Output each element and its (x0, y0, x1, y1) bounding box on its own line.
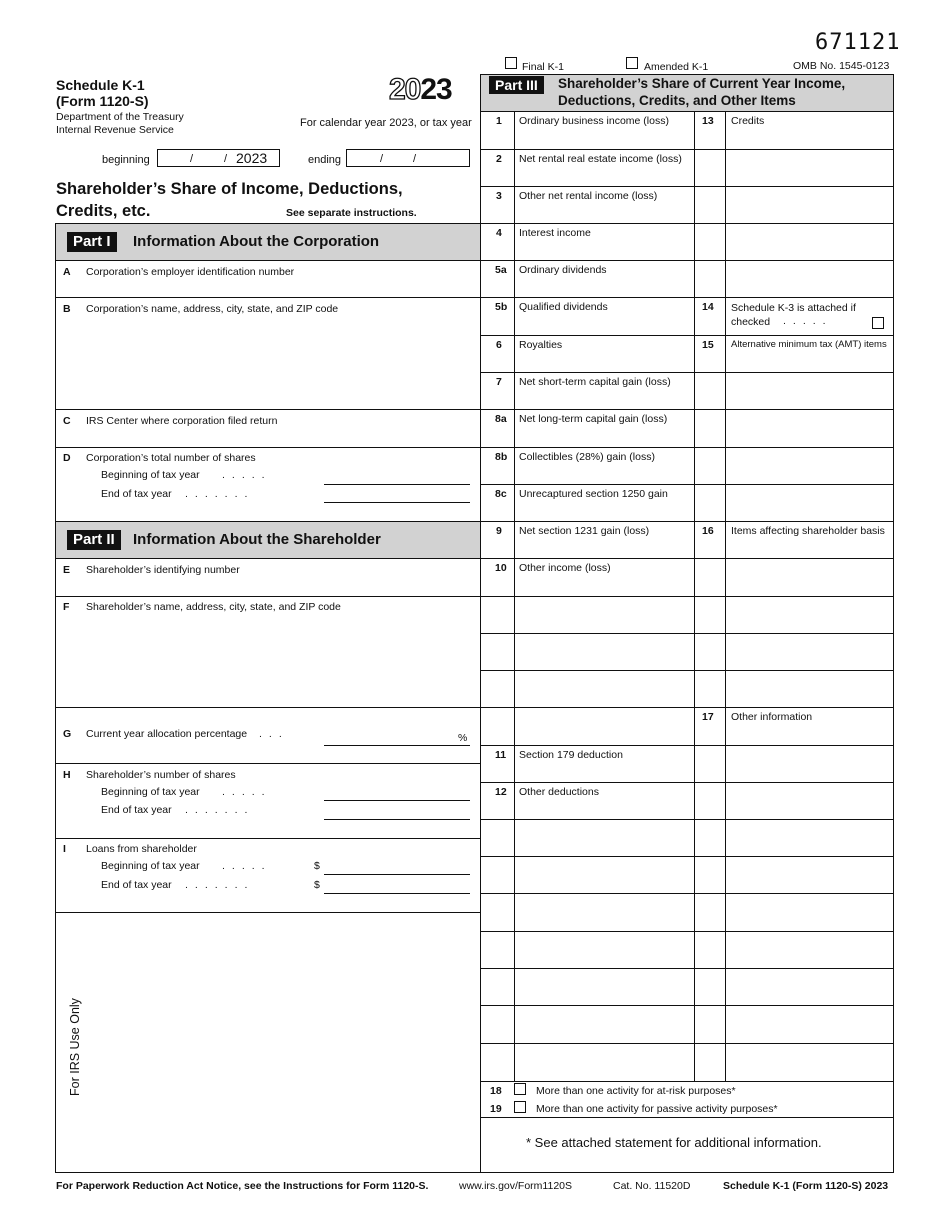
line-18-label: More than one activity for at-risk purposes* (536, 1085, 736, 1097)
line-2-number: 2 (496, 153, 502, 165)
part3-title-line1: Shareholder’s Share of Current Year Income, (558, 76, 846, 91)
part3-tag: Part III (489, 76, 544, 94)
line-7-label: Net short-term capital gain (loss) (519, 376, 671, 388)
line-A-bottom (55, 297, 480, 298)
line-I-begin-dollar: $ (314, 860, 320, 872)
line-19-label: More than one activity for passive activity purposes* (536, 1103, 778, 1115)
footer-cat: Cat. No. 11520D (613, 1180, 691, 1192)
line-9-label: Net section 1231 gain (loss) (519, 525, 650, 537)
line-F-letter: F (63, 601, 70, 613)
line-15-label: Alternative minimum tax (AMT) items (731, 339, 887, 350)
line-6-number: 6 (496, 339, 502, 351)
part3-row-line (480, 819, 894, 820)
line-D-label: Corporation’s total number of shares (86, 452, 256, 464)
bottom-border (55, 1172, 894, 1173)
tax-year-solid: 23 (420, 73, 452, 106)
line-D-begin-field[interactable] (324, 484, 470, 485)
line-5b-label: Qualified dividends (519, 301, 608, 313)
main-title-line2: Credits, etc. (56, 202, 151, 220)
part3-header-bottom (480, 111, 894, 112)
line-4-label: Interest income (519, 227, 591, 239)
line-11-label: Section 179 deduction (519, 749, 623, 761)
part1-top-line (55, 223, 480, 224)
beginning-year: 2023 (236, 150, 268, 166)
line-13-number: 13 (702, 115, 714, 127)
part3-row-line (480, 893, 894, 894)
line-H-bottom (55, 838, 480, 839)
ending-slash-1: / (380, 153, 384, 165)
part3-row-line (480, 1005, 894, 1006)
part3-row-line (480, 596, 894, 597)
line-G-letter: G (63, 728, 72, 740)
amended-k1-checkbox[interactable] (626, 57, 638, 69)
part3-row-line (480, 745, 894, 746)
line-I-begin-field[interactable] (324, 874, 470, 875)
line-E-bottom (55, 596, 480, 597)
line-I-begin-label: Beginning of tax year (101, 860, 200, 872)
part2-title: Information About the Shareholder (133, 531, 381, 548)
footer-form: Schedule K-1 (Form 1120-S) 2023 (723, 1180, 889, 1192)
footer-paperwork: For Paperwork Reduction Act Notice, see the Instructions for Form 1120-S. (56, 1180, 429, 1192)
part3-row-line (480, 1043, 894, 1044)
line-19-checkbox[interactable] (514, 1101, 526, 1113)
center-divider (480, 74, 481, 1173)
part3-row-line (480, 484, 894, 485)
line-3-label: Other net rental income (loss) (519, 190, 658, 202)
line-18-checkbox[interactable] (514, 1083, 526, 1095)
line-14-label: Schedule K-3 is attached if (731, 302, 856, 314)
line-H-end-dots: ....... (185, 804, 255, 816)
line-8b-number: 8b (495, 451, 508, 463)
line-14-checkbox[interactable] (872, 317, 884, 329)
line-I-end-label: End of tax year (101, 879, 172, 891)
line-C-bottom (55, 447, 480, 448)
line-F-label: Shareholder’s name, address, city, state, and ZIP code (86, 601, 341, 613)
line-5b-number: 5b (495, 301, 508, 313)
omb-number: OMB No. 1545-0123 (793, 60, 890, 72)
part1-title: Information About the Corporation (133, 233, 380, 250)
irs-name: Internal Revenue Service (56, 124, 174, 136)
part3-row-line (480, 260, 894, 261)
irs-use-only: For IRS Use Only (68, 998, 82, 1096)
line-11-number: 11 (495, 749, 507, 761)
part2-top-line (55, 521, 480, 522)
part3-row-line (480, 782, 894, 783)
line-C-letter: C (63, 415, 71, 427)
ending-label: ending (308, 154, 342, 166)
part3-title-line2: Deductions, Credits, and Other Items (558, 93, 796, 108)
line-H-end-label: End of tax year (101, 804, 172, 816)
line-H-begin-field[interactable] (324, 800, 470, 801)
line-14-dots: ..... (783, 315, 833, 327)
line-B-bottom (55, 409, 480, 410)
line-8a-number: 8a (495, 413, 507, 425)
line-5a-label: Ordinary dividends (519, 264, 607, 276)
part3-row-line (480, 447, 894, 448)
line-8c-number: 8c (495, 488, 507, 500)
line-16-number: 16 (702, 525, 714, 537)
line-1-label: Ordinary business income (loss) (519, 115, 669, 127)
part1-bottom-line (55, 260, 480, 261)
line-I-end-dollar: $ (314, 879, 320, 891)
department: Department of the Treasury (56, 111, 184, 123)
part3-row-line (480, 335, 894, 336)
part3-row-line (480, 931, 894, 932)
line-19-number: 19 (490, 1103, 502, 1115)
line-10-label: Other income (loss) (519, 562, 611, 574)
line-I-letter: I (63, 843, 66, 855)
part3-row-line (480, 409, 894, 410)
part3-row-line (480, 521, 894, 522)
part2-tag: Part II (67, 530, 121, 550)
beginning-slash-2: / (224, 153, 228, 165)
ending-slash-2: / (413, 153, 417, 165)
ending-date-field[interactable] (346, 149, 470, 167)
line-H-begin-dots: ..... (222, 786, 272, 798)
line-I-end-field[interactable] (324, 893, 470, 894)
part2-bottom-line (55, 558, 480, 559)
final-k1-label: Final K-1 (522, 61, 565, 73)
final-k1-checkbox[interactable] (505, 57, 517, 69)
amended-k1-label: Amended K-1 (644, 61, 709, 73)
part3-row-line (480, 633, 894, 634)
calendar-year-text: For calendar year 2023, or tax year (300, 117, 472, 129)
line-1-number: 1 (496, 115, 502, 127)
line-F-bottom (55, 707, 480, 708)
beginning-label: beginning (102, 154, 150, 166)
see-instructions: See separate instructions. (286, 207, 417, 219)
line-H-begin-label: Beginning of tax year (101, 786, 200, 798)
form-code: 671121 (815, 30, 901, 55)
line-9-number: 9 (496, 525, 502, 537)
line-A-letter: A (63, 266, 71, 278)
line-17-label: Other information (731, 711, 813, 723)
part3-row-line (480, 968, 894, 969)
line-8a-label: Net long-term capital gain (loss) (519, 413, 668, 425)
line-14-label2: checked (731, 316, 771, 328)
line-D-end-dots: ....... (185, 488, 255, 500)
line-12-label: Other deductions (519, 786, 599, 798)
line-G-field[interactable] (324, 745, 470, 746)
line-G-percent: % (458, 732, 468, 744)
line-10-number: 10 (495, 562, 507, 574)
line-4-number: 4 (496, 227, 502, 239)
line-H-end-field[interactable] (324, 819, 470, 820)
line-D-begin-dots: ..... (222, 469, 272, 481)
footer-url: www.irs.gov/Form1120S (459, 1180, 573, 1192)
line-8c-label: Unrecaptured section 1250 gain (519, 488, 668, 500)
line-D-letter: D (63, 452, 71, 464)
line-D-end-field[interactable] (324, 502, 470, 503)
line-I-end-dots: ....... (185, 879, 255, 891)
part3-row-line (480, 856, 894, 857)
line-A-label: Corporation’s employer identification number (86, 266, 295, 278)
tax-year-outline: 20 (389, 73, 421, 106)
line-G-dots: ... (259, 728, 289, 740)
line-15-number: 15 (702, 339, 714, 351)
part3-row-line (480, 558, 894, 559)
part3-row-line (480, 297, 894, 298)
line-2-label: Net rental real estate income (loss) (519, 153, 682, 165)
main-title-line1: Shareholder’s Share of Income, Deductions, (56, 180, 403, 198)
part3-row-line (480, 186, 894, 187)
line-I-begin-dots: ..... (222, 860, 272, 872)
line-H-label: Shareholder’s number of shares (86, 769, 236, 781)
line-B-label: Corporation’s name, address, city, state, and ZIP code (86, 303, 339, 315)
part3-row-line (480, 149, 894, 150)
line-12-number: 12 (495, 786, 507, 798)
tax-year (389, 73, 452, 107)
line-I-bottom (55, 912, 480, 913)
line-14-number: 14 (702, 301, 714, 313)
line-13-label: Credits (731, 115, 765, 127)
line-B-letter: B (63, 303, 71, 315)
schedule-title: Schedule K-1 (56, 77, 145, 93)
line-5a-number: 5a (495, 264, 507, 276)
part3-row-line (480, 223, 894, 224)
part3-row-line (480, 670, 894, 671)
line-16-label: Items affecting shareholder basis (731, 525, 885, 537)
line-3-number: 3 (496, 190, 502, 202)
line-18-number: 18 (490, 1085, 502, 1097)
right-border (893, 74, 894, 1173)
line-G-bottom (55, 763, 480, 764)
lines-18-19-bottom (480, 1117, 894, 1118)
line-6-label: Royalties (519, 339, 563, 351)
part3-row-line (480, 372, 894, 373)
line-E-label: Shareholder’s identifying number (86, 564, 240, 576)
left-border (55, 223, 56, 1173)
part3-row-line (480, 707, 894, 708)
line-G-label: Current year allocation percentage (86, 728, 248, 740)
attached-statement: * See attached statement for additional information. (526, 1135, 822, 1150)
line-C-label: IRS Center where corporation filed return (86, 415, 278, 427)
form-reference: (Form 1120-S) (56, 93, 149, 109)
line-I-label: Loans from shareholder (86, 843, 197, 855)
lines-18-19-top (480, 1081, 894, 1082)
line-D-end-label: End of tax year (101, 488, 172, 500)
line-17-number: 17 (702, 711, 714, 723)
line-8b-label: Collectibles (28%) gain (loss) (519, 451, 655, 463)
beginning-slash-1: / (190, 153, 194, 165)
line-E-letter: E (63, 564, 71, 576)
part1-tag: Part I (67, 232, 117, 252)
line-D-begin-label: Beginning of tax year (101, 469, 200, 481)
line-H-letter: H (63, 769, 71, 781)
line-7-number: 7 (496, 376, 502, 388)
